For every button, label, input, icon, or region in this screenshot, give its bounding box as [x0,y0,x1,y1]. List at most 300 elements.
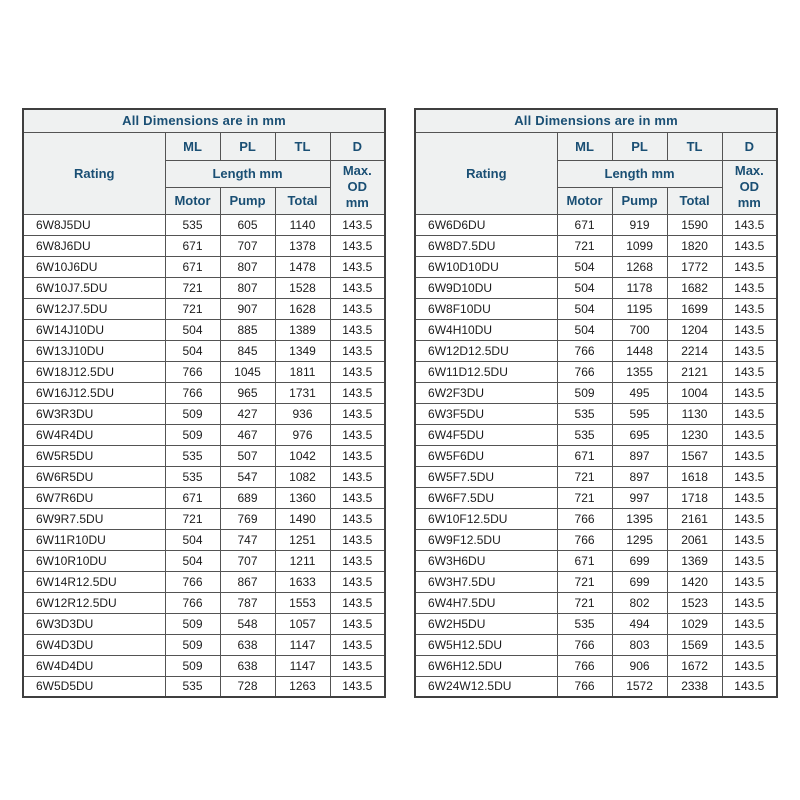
od-cell: 143.5 [722,529,777,550]
od-cell: 143.5 [330,235,385,256]
table-row [23,613,385,634]
od-cell: 143.5 [330,340,385,361]
total-cell: 1369 [667,550,722,571]
motor-cell: 535 [557,403,612,424]
rating-cell: 6W4F5DU [415,424,557,445]
total-cell: 1042 [275,445,330,466]
rating-cell: 6W6F7.5DU [415,487,557,508]
rating-cell: 6W11R10DU [23,529,165,550]
rating-column-header: Rating [23,132,165,214]
dimensions-table-right [414,108,778,698]
od-cell: 143.5 [330,445,385,466]
table-row [415,550,777,571]
pump-cell: 1355 [612,361,667,382]
od-cell: 143.5 [722,466,777,487]
pump-cell: 997 [612,487,667,508]
pump-cell: 689 [220,487,275,508]
pump-cell: 699 [612,550,667,571]
pump-cell: 707 [220,550,275,571]
pump-cell: 919 [612,214,667,235]
rating-cell: 6W5D5DU [23,676,165,697]
d-column-header: D [330,132,385,160]
motor-cell: 504 [557,319,612,340]
total-cell: 1204 [667,319,722,340]
pump-cell: 897 [612,466,667,487]
rating-cell: 6W18J12.5DU [23,361,165,382]
max-od-line3: mm [345,195,369,211]
total-cell: 2161 [667,508,722,529]
table-row [415,340,777,361]
od-cell: 143.5 [330,319,385,340]
total-cell: 1251 [275,529,330,550]
total-cell: 1140 [275,214,330,235]
total-cell: 1699 [667,298,722,319]
pump-cell: 605 [220,214,275,235]
pump-cell: 747 [220,529,275,550]
tl-column-header: TL [275,132,330,160]
od-cell: 143.5 [722,571,777,592]
d-column-header: D [722,132,777,160]
pump-cell: 495 [612,382,667,403]
table-row [415,613,777,634]
total-cell: 1811 [275,361,330,382]
table-row [415,214,777,235]
motor-cell: 721 [165,298,220,319]
motor-cell: 504 [165,319,220,340]
ml-column-header: ML [165,132,220,160]
table-row [415,235,777,256]
rating-cell: 6W6H12.5DU [415,655,557,676]
table-row [23,445,385,466]
motor-cell: 766 [557,529,612,550]
total-cell: 936 [275,403,330,424]
total-cell: 1820 [667,235,722,256]
table-row [415,529,777,550]
total-cell: 1567 [667,445,722,466]
od-cell: 143.5 [722,214,777,235]
od-cell: 143.5 [330,655,385,676]
table-body-left [23,214,385,697]
motor-cell: 721 [557,592,612,613]
total-cell: 1478 [275,256,330,277]
rating-cell: 6W10J6DU [23,256,165,277]
table-row [23,235,385,256]
total-cell: 1553 [275,592,330,613]
max-od-line2: OD [347,178,368,194]
motor-cell: 766 [557,676,612,697]
table-banner: All Dimensions are in mm [415,109,777,132]
total-cell: 2061 [667,529,722,550]
pump-cell: 467 [220,424,275,445]
pl-column-header: PL [612,132,667,160]
pump-cell: 1195 [612,298,667,319]
rating-cell: 6W9D10DU [415,277,557,298]
od-cell: 143.5 [722,424,777,445]
od-cell: 143.5 [722,277,777,298]
table-row [23,340,385,361]
total-cell: 1211 [275,550,330,571]
motor-column-header: Motor [165,187,220,214]
table-row [415,571,777,592]
table-banner: All Dimensions are in mm [23,109,385,132]
pump-cell: 707 [220,235,275,256]
od-cell: 143.5 [722,235,777,256]
od-cell: 143.5 [722,676,777,697]
motor-cell: 535 [165,466,220,487]
rating-cell: 6W12D12.5DU [415,340,557,361]
motor-cell: 509 [557,382,612,403]
max-od-line1: Max. [734,162,764,178]
od-cell: 143.5 [722,319,777,340]
dimension-tables [22,108,778,698]
pump-cell: 1045 [220,361,275,382]
table-row [415,508,777,529]
od-cell: 143.5 [330,466,385,487]
table-row [23,256,385,277]
table-row [23,508,385,529]
rating-cell: 6W12R12.5DU [23,592,165,613]
table-row [415,445,777,466]
od-cell: 143.5 [330,214,385,235]
od-cell: 143.5 [722,403,777,424]
table-row [415,655,777,676]
total-cell: 1130 [667,403,722,424]
total-cell: 976 [275,424,330,445]
total-cell: 1523 [667,592,722,613]
rating-cell: 6W3F5DU [415,403,557,424]
total-cell: 1230 [667,424,722,445]
pump-cell: 695 [612,424,667,445]
max-od-header [722,160,777,214]
motor-cell: 509 [165,634,220,655]
rating-cell: 6W11D12.5DU [415,361,557,382]
total-cell: 1378 [275,235,330,256]
total-cell: 1082 [275,466,330,487]
total-cell: 1590 [667,214,722,235]
od-cell: 143.5 [330,613,385,634]
total-cell: 1682 [667,277,722,298]
pump-cell: 638 [220,634,275,655]
pump-cell: 1178 [612,277,667,298]
motor-cell: 766 [557,655,612,676]
od-cell: 143.5 [330,361,385,382]
pump-cell: 906 [612,655,667,676]
pump-cell: 1295 [612,529,667,550]
motor-cell: 504 [557,298,612,319]
od-cell: 143.5 [722,340,777,361]
motor-cell: 504 [165,340,220,361]
table-row [415,676,777,697]
motor-cell: 721 [557,466,612,487]
pump-cell: 1395 [612,508,667,529]
od-cell: 143.5 [722,256,777,277]
total-cell: 1633 [275,571,330,592]
total-column-header: Total [667,187,722,214]
motor-cell: 721 [165,277,220,298]
table-row [415,634,777,655]
motor-cell: 766 [557,361,612,382]
motor-cell: 509 [165,613,220,634]
total-cell: 2121 [667,361,722,382]
pump-cell: 897 [612,445,667,466]
total-cell: 1718 [667,487,722,508]
table-body-right [415,214,777,697]
pump-cell: 699 [612,571,667,592]
motor-cell: 766 [165,571,220,592]
total-column-header: Total [275,187,330,214]
pump-cell: 965 [220,382,275,403]
pump-cell: 807 [220,277,275,298]
od-cell: 143.5 [330,508,385,529]
dimensions-table-left [22,108,386,698]
pump-cell: 867 [220,571,275,592]
motor-cell: 504 [557,277,612,298]
rating-cell: 6W10R10DU [23,550,165,571]
od-cell: 143.5 [330,277,385,298]
motor-cell: 721 [557,487,612,508]
table-row [23,424,385,445]
rating-cell: 6W24W12.5DU [415,676,557,697]
total-cell: 1147 [275,655,330,676]
od-cell: 143.5 [330,298,385,319]
table-row [415,319,777,340]
rating-cell: 6W10J7.5DU [23,277,165,298]
table-row [415,361,777,382]
total-cell: 1772 [667,256,722,277]
table-row [23,466,385,487]
rating-cell: 6W3R3DU [23,403,165,424]
motor-cell: 671 [557,550,612,571]
od-cell: 143.5 [330,403,385,424]
rating-cell: 6W10D10DU [415,256,557,277]
motor-cell: 504 [165,550,220,571]
rating-cell: 6W4D4DU [23,655,165,676]
pump-cell: 1448 [612,340,667,361]
od-cell: 143.5 [330,487,385,508]
rating-cell: 6W6D6DU [415,214,557,235]
rating-cell: 6W3H6DU [415,550,557,571]
rating-cell: 6W5F6DU [415,445,557,466]
table-row [23,529,385,550]
table-row [415,487,777,508]
rating-cell: 6W7R6DU [23,487,165,508]
table-row [23,403,385,424]
total-cell: 1029 [667,613,722,634]
table-row [415,256,777,277]
od-cell: 143.5 [330,256,385,277]
od-cell: 143.5 [722,361,777,382]
rating-cell: 6W12J7.5DU [23,298,165,319]
motor-cell: 721 [165,508,220,529]
table-row [23,487,385,508]
motor-cell: 504 [557,256,612,277]
total-cell: 1360 [275,487,330,508]
total-cell: 1628 [275,298,330,319]
table-row [23,298,385,319]
od-cell: 143.5 [722,298,777,319]
motor-column-header: Motor [557,187,612,214]
total-cell: 1389 [275,319,330,340]
motor-cell: 766 [165,361,220,382]
pump-cell: 807 [220,256,275,277]
rating-cell: 6W4H7.5DU [415,592,557,613]
od-cell: 143.5 [722,550,777,571]
motor-cell: 766 [165,382,220,403]
table-row [23,550,385,571]
pl-column-header: PL [220,132,275,160]
max-od-line3: mm [737,195,761,211]
pump-cell: 427 [220,403,275,424]
motor-cell: 504 [165,529,220,550]
motor-cell: 721 [557,235,612,256]
pump-cell: 803 [612,634,667,655]
pump-cell: 845 [220,340,275,361]
motor-cell: 671 [165,235,220,256]
rating-cell: 6W14R12.5DU [23,571,165,592]
od-cell: 143.5 [722,382,777,403]
pump-cell: 494 [612,613,667,634]
motor-cell: 671 [557,214,612,235]
table-header [415,109,777,214]
motor-cell: 671 [165,487,220,508]
pump-cell: 548 [220,613,275,634]
motor-cell: 766 [165,592,220,613]
od-cell: 143.5 [330,382,385,403]
motor-cell: 766 [557,634,612,655]
rating-cell: 6W13J10DU [23,340,165,361]
total-cell: 1004 [667,382,722,403]
rating-cell: 6W3D3DU [23,613,165,634]
rating-cell: 6W6R5DU [23,466,165,487]
rating-cell: 6W5R5DU [23,445,165,466]
table-row [415,277,777,298]
rating-cell: 6W10F12.5DU [415,508,557,529]
od-cell: 143.5 [722,487,777,508]
total-cell: 2214 [667,340,722,361]
rating-cell: 6W16J12.5DU [23,382,165,403]
od-cell: 143.5 [330,634,385,655]
table-row [23,214,385,235]
ml-column-header: ML [557,132,612,160]
rating-cell: 6W5F7.5DU [415,466,557,487]
od-cell: 143.5 [330,676,385,697]
pump-cell: 1268 [612,256,667,277]
rating-cell: 6W2H5DU [415,613,557,634]
length-mm-header: Length mm [165,160,330,187]
table-row [23,592,385,613]
pump-cell: 595 [612,403,667,424]
rating-cell: 6W5H12.5DU [415,634,557,655]
motor-cell: 535 [557,424,612,445]
pump-cell: 728 [220,676,275,697]
table-row [23,361,385,382]
pump-cell: 1572 [612,676,667,697]
total-cell: 1263 [275,676,330,697]
table-row [23,655,385,676]
table-row [23,277,385,298]
rating-column-header: Rating [415,132,557,214]
length-mm-header: Length mm [557,160,722,187]
od-cell: 143.5 [722,445,777,466]
pump-cell: 802 [612,592,667,613]
table-row [23,382,385,403]
total-cell: 1349 [275,340,330,361]
total-cell: 1731 [275,382,330,403]
total-cell: 2338 [667,676,722,697]
rating-cell: 6W3H7.5DU [415,571,557,592]
motor-cell: 509 [165,403,220,424]
max-od-line1: Max. [342,162,372,178]
rating-cell: 6W9F12.5DU [415,529,557,550]
table-row [415,592,777,613]
rating-cell: 6W14J10DU [23,319,165,340]
rating-cell: 6W4R4DU [23,424,165,445]
motor-cell: 535 [165,445,220,466]
motor-cell: 766 [557,508,612,529]
table-row [415,382,777,403]
pump-cell: 547 [220,466,275,487]
total-cell: 1569 [667,634,722,655]
total-cell: 1618 [667,466,722,487]
od-cell: 143.5 [722,634,777,655]
tl-column-header: TL [667,132,722,160]
rating-cell: 6W8J5DU [23,214,165,235]
od-cell: 143.5 [722,655,777,676]
motor-cell: 535 [557,613,612,634]
table-row [23,634,385,655]
pump-column-header: Pump [612,187,667,214]
total-cell: 1147 [275,634,330,655]
pump-cell: 700 [612,319,667,340]
total-cell: 1057 [275,613,330,634]
table-row [23,571,385,592]
od-cell: 143.5 [330,424,385,445]
pump-cell: 787 [220,592,275,613]
rating-cell: 6W4H10DU [415,319,557,340]
motor-cell: 535 [165,214,220,235]
motor-cell: 721 [557,571,612,592]
rating-cell: 6W2F3DU [415,382,557,403]
motor-cell: 671 [557,445,612,466]
pump-cell: 769 [220,508,275,529]
od-cell: 143.5 [722,508,777,529]
motor-cell: 766 [557,340,612,361]
max-od-header [330,160,385,214]
table-row [415,466,777,487]
od-cell: 143.5 [330,529,385,550]
motor-cell: 535 [165,676,220,697]
total-cell: 1672 [667,655,722,676]
od-cell: 143.5 [722,613,777,634]
table-row [23,676,385,697]
table-row [415,403,777,424]
pump-column-header: Pump [220,187,275,214]
motor-cell: 509 [165,424,220,445]
motor-cell: 509 [165,655,220,676]
od-cell: 143.5 [330,571,385,592]
total-cell: 1528 [275,277,330,298]
pump-cell: 885 [220,319,275,340]
table-row [415,298,777,319]
table-row [23,319,385,340]
rating-cell: 6W9R7.5DU [23,508,165,529]
od-cell: 143.5 [330,592,385,613]
pump-cell: 638 [220,655,275,676]
od-cell: 143.5 [722,592,777,613]
motor-cell: 671 [165,256,220,277]
total-cell: 1490 [275,508,330,529]
pump-cell: 507 [220,445,275,466]
